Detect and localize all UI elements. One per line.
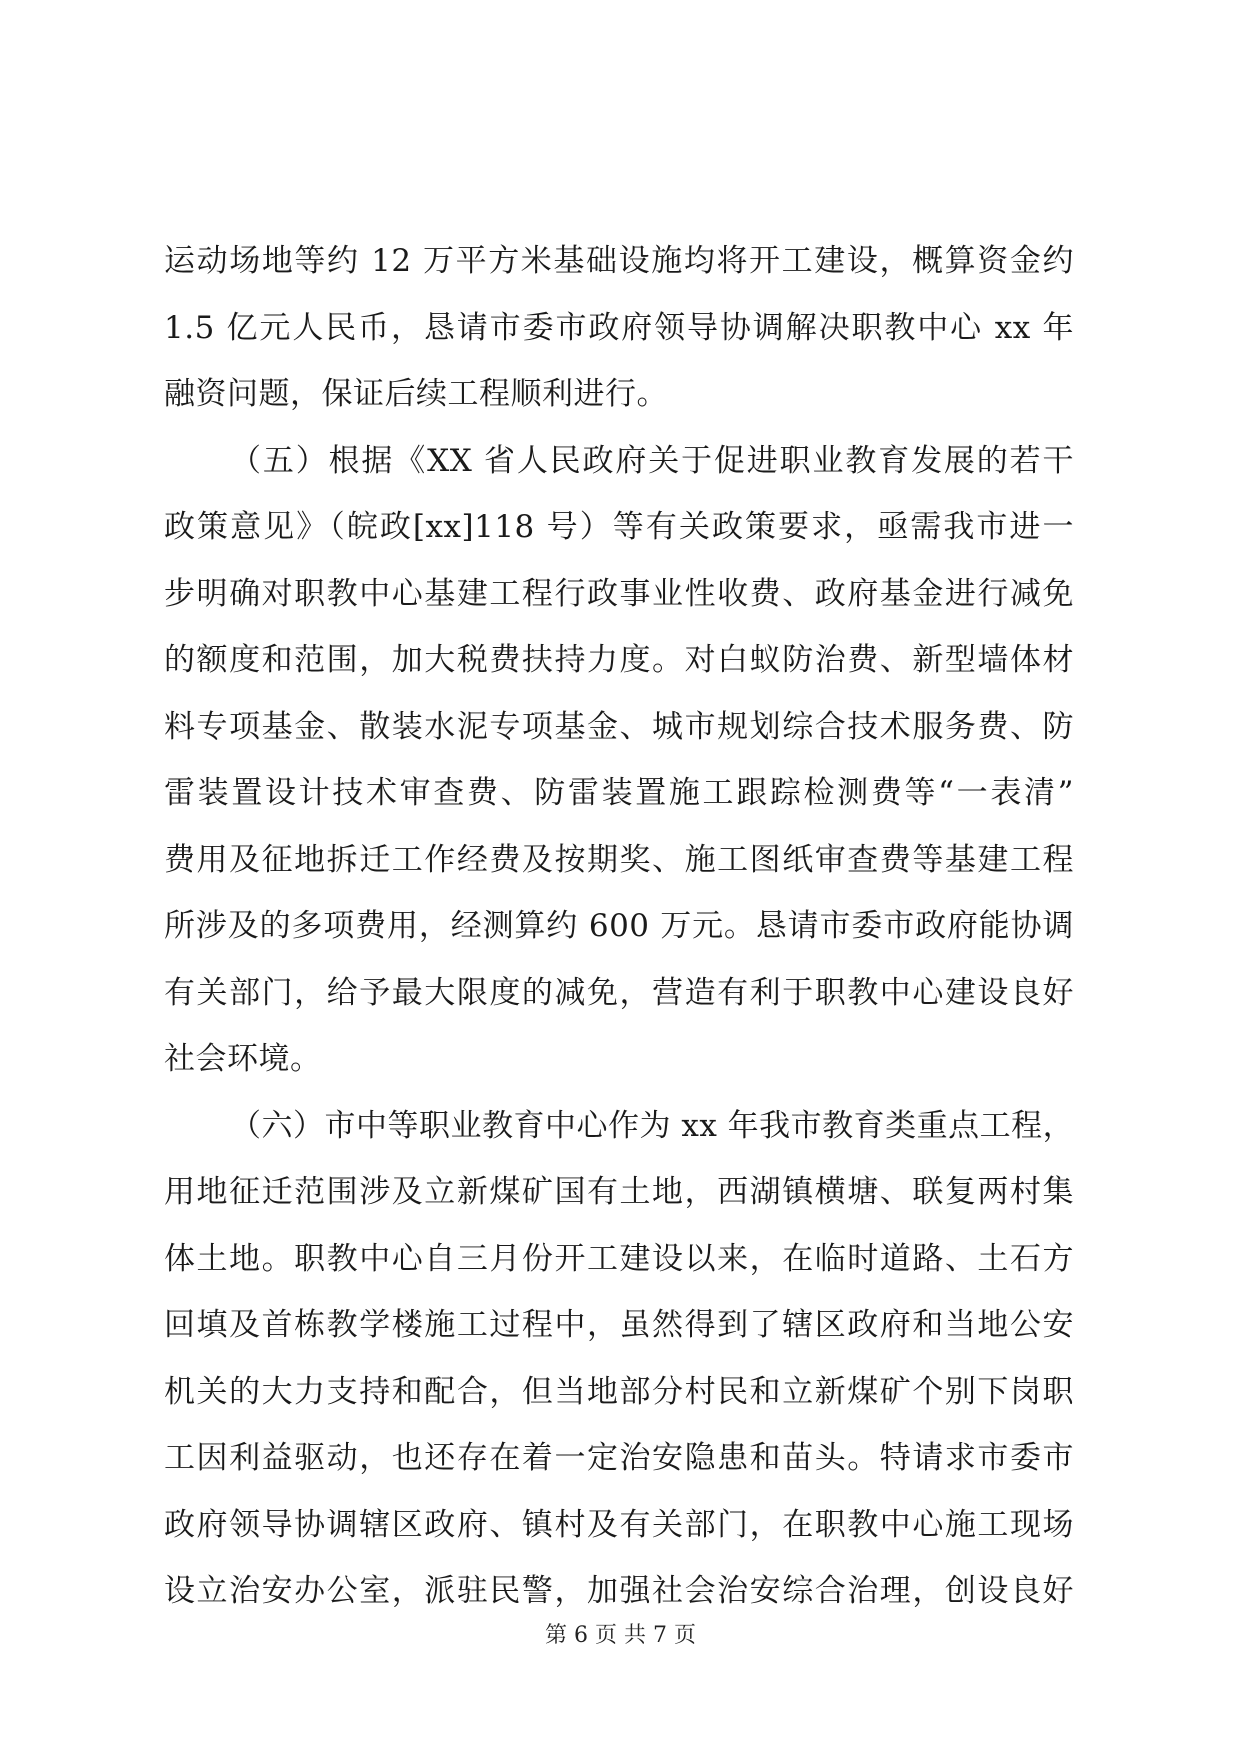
document-body [164,228,1074,1625]
text-line: 运动场地等约 12 万平方米基础设施均将开工建设，概算资金约 [164,243,1074,279]
text-line: 费用及征地拆迁工作经费及按期奖、施工图纸审查费等基建工程 [164,841,1074,878]
text-line: 设立治安办公室，派驻民警，加强社会治安综合治理，创设良好 [164,1573,1074,1609]
page-number-footer: 第 6 页 共 7 页 [545,1623,696,1648]
text-line: （五）根据《XX 省人民政府关于促进职业教育发展的若干 [230,442,1074,479]
text-line: 机关的大力支持和配合，但当地部分村民和立新煤矿个别下岗职 [164,1373,1074,1410]
text-line: 有关部门，给予最大限度的减免，营造有利于职教中心建设良好 [164,974,1074,1011]
text-line: 1.5 亿元人民币，恳请市委市政府领导协调解决职教中心 xx 年 [164,309,1074,346]
text-line: 步明确对职教中心基建工程行政事业性收费、政府基金进行减免 [164,575,1074,612]
text-line: 所涉及的多项费用，经测算约 600 万元。恳请市委市政府能协调 [164,908,1074,944]
text-line: （六）市中等职业教育中心作为 xx 年我市教育类重点工程， [230,1107,1075,1144]
text-line: 雷装置设计技术审查费、防雷装置施工跟踪检测费等“一表清” [164,775,1074,811]
text-line: 用地征迁范围涉及立新煤矿国有土地，西湖镇横塘、联复两村集 [164,1174,1074,1210]
text-line: 的额度和范围，加大税费扶持力度。对白蚁防治费、新型墙体材 [164,642,1074,678]
text-line: 工因利益驱动，也还存在着一定治安隐患和苗头。特请求市委市 [164,1440,1074,1476]
text-line: 回填及首栋教学楼施工过程中，虽然得到了辖区政府和当地公安 [164,1307,1074,1343]
text-line: 政府领导协调辖区政府、镇村及有关部门，在职教中心施工现场 [164,1506,1074,1543]
text-line: 政策意见》（皖政[xx]118 号）等有关政策要求，亟需我市进一 [164,509,1074,545]
text-line: 体土地。职教中心自三月份开工建设以来，在临时道路、土石方 [164,1240,1074,1277]
text-line: 料专项基金、散装水泥专项基金、城市规划综合技术服务费、防 [164,708,1074,745]
text-line: 社会环境。 [164,1041,322,1077]
text-line: 融资问题，保证后续工程顺利进行。 [164,376,668,412]
